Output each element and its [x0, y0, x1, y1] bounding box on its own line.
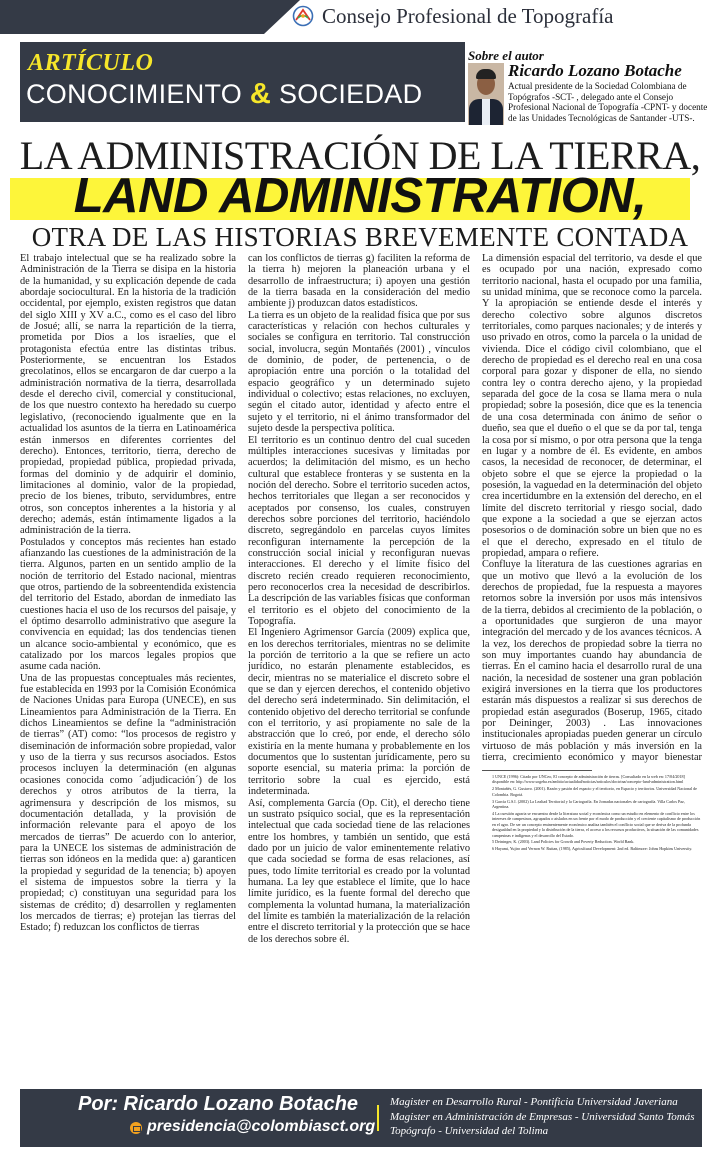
organization-name: Consejo Profesional de Topografía — [322, 4, 614, 28]
section-name-part2: SOCIEDAD — [271, 79, 423, 109]
author-bio: Actual presidente de la Sociedad Colombiana de Topógrafos -SCT- , delegado ante el Consejo Profesional Nacional de Topografía -CPNT- y docente de las Unidades Tecnológicas de Santander -UTS-. — [508, 81, 708, 123]
paragraph: Así, complementa García (Op. Cit), el derecho tiene un sustrato psíquico social, que es la representación intelectual que cada sociedad tiene de las relaciones entre los hombres, y también un sentido, que está dado por un juicio de valor eminentemente relativo que cada sociedad se forma de esas relaciones, así pues, todo límite territorial es creado por la voluntad humana. La ley que establece el límite, que lo hace límite jurídico, es la fuente formal del derecho que complementa la voluntad humana, la materialización del límite es también la materialización de la relación entre el discreto territorial y la protección que se hace de los derechos sobre él. — [248, 797, 470, 945]
title-line-3: OTRA DE LAS HISTORIAS BREVEMENTE CONTADA — [31, 222, 689, 252]
author-photo — [468, 63, 504, 125]
section-ampersand: & — [249, 78, 272, 110]
paragraph: Una de las propuestas conceptuales más recientes, fue establecida en 1993 por la Comisión Económica de Naciones Unidas para Europa (UNECE), en sus Lineamientos para Administración de la Tierra. En dichos Lineamientos se define la “administración de tierras” (AT) como: “los procesos de registro y diseminación de información sobre propiedad, valor y uso de la tierra y sus recursos asociados. Estos procesos incluyen la determinación (en algunas ocasiones conocida como ´adjudicación´) de los derechos y otros atributos de la tierra, la agrimensura y descripción de los mismos, su documentación detallada, y la provisión de información relevante para el apoyo de los mercados de tierras” De acuerdo con lo anterior, para la UNECE los sistemas de administración de tierras son idóneos en la medida que: a) garanticen la propiedad y seguridad de la tenencia; b) apoyen el sistema de impuestos sobre la tierra y la propiedad; c) constituyan una seguridad para los sistemas de crédito; d) desarrollen y reglamenten los mercados de tierras; e) protejan las tierras del Estado; f) reduzcan los conflictos de tierras — [20, 672, 236, 934]
author-credentials — [390, 1095, 695, 1139]
footnote: 6 Hayami, Yujiro and Vernon W. Ruttan, (1985), Agricultural Development: 2nd ed. Baltimore: Johns Hopkins University. — [492, 846, 693, 852]
author-footer — [20, 1089, 702, 1147]
paragraph: La tierra es un objeto de la realidad física que por sus características y relación con hechos culturales y sociales se configura en territorio. Tal construcción social, involucra, según Montañés (2001) , vínculos de dominio, de poder, de pertenencia, o de apropiación entre una porción o la totalidad del espacio geográfico y un determinado sujeto individual o colectivo; estas relaciones, no excluyen, según el citado autor, identidad y afecto entre el sujeto y el territorio, ni el ánimo transformador del sujeto desde la perspectiva política. — [248, 309, 470, 435]
email-icon — [130, 1122, 142, 1134]
paragraph: can los conflictos de tierras g) faciliten la reforma de la tierra h) mejoren la planeación urbana y el desarrollo de infraestructura; i) apoyen una gestión de la tierra basada en la consideración del medio ambiente j) produzcan datos estadísticos. — [248, 253, 470, 310]
footnote: 3 García G.S.I. (2002) La Lealtad Territorial y la Cartografía. En Jornadas nacionales de cartografía. Villa Carlos Paz, Argentina. — [492, 798, 685, 810]
paragraph: Postulados y conceptos más recientes han estado afianzando las cuestiones de la administración de la tierra. Algunos, parten en un sentido amplio de la noción de territorio del Estado nacional, mientras que otros, partiendo de la sobreentendida existencia del territorio del Estado, abordan de inmediato las cuestiones hacia el uso de los recursos del paisaje, y el óptimo desarrollo administrativo que asegure la convivencia en equidad; las dos tendencias tienen un alcance socio-ambiental y económico, que es catalizado por los marcos legales propios que asume cada nación. — [20, 536, 236, 673]
footnote: 2 Montañés, G. Gustavo. (2001). Razón y pasión del espacio y el territorio, en Espacio y territorios. Universidad Nacional de Colombia. Bogotá. — [492, 786, 697, 797]
article-column-3 — [482, 253, 702, 763]
section-name — [26, 78, 422, 111]
footnote: 1 UNCE (1996): Citado por UNCeo, El concepto de administración de tierras. [Consultado en la web en: 17/04/2018] disponible en: http://www.sogeba.es/ambito/actualidad/noticias/articulos/doctrina/concepto-land-administration.html — [492, 774, 685, 785]
byline: Por: Ricardo Lozano Botache — [78, 1093, 359, 1115]
credential: Topógrafo - Universidad del Tolima — [390, 1125, 549, 1137]
paragraph: El trabajo intelectual que se ha realizado sobre la Administración de la Tierra se disipa en la historia de la humanidad, y su explicación depende de cada abordaje sociocultural. En la historia de la tradición occidental, por ejemplo, existen registros que datan del siglo XIII y XV a.C., como es el caso del libro de Josué; allí, se narra la repartición de la tierra, prometida por Dios a los israelíes, que el protagonista efectúa entre las distintas tribus. Posteriormente, se encuentran los Estados grecolatinos, ellos se encargaron de dar cuerpo a la administración normativa de la tierra, desarrollada desde el derecho civil, comercial y constitucional, de los que nuestro contexto ha heredado su cuerpo legislativo, (reconociendo igualmente que en la actualidad los asuntos de la tierra en Latinoamérica están inmersos en diferentes corrientes del derecho). Entonces, territorio, tierra, derecho de propiedad, propiedad pública, propiedad privada, formas del dominio y de adquirir el dominio, limitaciones al dominio, valor de la propiedad, precio de los bienes, tributo, servidumbres, entre otros, son conceptos inherentes a la historia y al derecho; además, están íntimamente ligados a la administración de la tierra. — [20, 253, 236, 537]
author-box — [468, 48, 708, 128]
title-line-1: LA ADMINISTRACIÓN DE LA TIERRA, — [19, 133, 701, 178]
section-name-part1: CONOCIMIENTO — [26, 79, 250, 109]
organization-logo-icon — [292, 5, 314, 27]
credential: Magister en Desarrollo Rural - Pontificia Universidad Javeriana — [390, 1096, 678, 1108]
article-column-2 — [248, 253, 470, 1005]
footnote: 4 La cuestión agraria se encuentra desde la literatura social y económica como un estudio en elemento de conflicto entre los intereses de campesinos, agrupados o aislados en un frente por el modo de producción y el creciente capitalismo de producción en el agro. De ser un concepto eminentemente económico analiza también el conflicto social que se deriva de la profunda desigualdad en la propiedad y la distribución de la tierra, el acceso a los recursos productivos, la situación de las comunidades campesinas e indígenas y el desarrollo del Estado. — [492, 810, 701, 838]
footnotes — [482, 770, 702, 1002]
paragraph: Confluye la literatura de las cuestiones agrarias en que un motivo que llevó a la evolución de los derechos de propiedad, fue la respuesta a mayores retornos sobre la inversión por usos más intensivos de la tierra, debidos al crecimiento de la población, o a oportunidades que surgieron de una mayor integración del mercado y de los avances técnicos. A la vez, los derechos de propiedad sobre la tierra no son muy importantes cuando hay abundancia de tierras. En el camino hacia el desarrollo rural de una nación, la necesidad de sostener una gran población exigirá inversiones en la tierra que los productores estarán más dispuestos a realizar si sus derechos de propiedad están asegurados (Boserup, 1965, citado por Deininger, 2003) . Las innovaciones institucionales apropiadas pueden generar un círculo virtuoso de más población y más inversión en la tierra, crecimiento económico y mayor bienestar — [482, 559, 702, 763]
article-category: ARTÍCULO — [28, 50, 154, 76]
section-header — [20, 42, 465, 122]
paragraph: La dimensión espacial del territorio, va desde el que es ocupado por una nación, expresado como territorio nacional, hasta el ocupado por una familia, su unidad mínima, que se reconoce como la parcela. Y la apropiación se entiende desde el interés y derecho colectivo sobre algunos discretos territoriales, como parques nacionales; y de interés y uso privado en otros, como la parcela o la unidad de vivienda. Dice el código civil colombiano, que el derecho de propiedad es el derecho real en una cosa corporal para gozar y disponer de ella, no siendo contra ley o contra derecho ajeno, y la propiedad separada del goce de la cosa se llama mera o nula propiedad; sobre la posesión, dice que es la tenencia de una cosa determinada con ánimo de señor o dueño, sea que el dueño o el que se da por tal, tenga la cosa por sí mismo, o por otra persona que la tenga en lugar y a nombre de él. Es evidente, en ambos casos, la necesidad de reconocer, de determinar, el objeto sobre el que se ejerce la propiedad o la posesión, la vaguedad en la determinación del objeto crea incertidumbre en la extensión del derecho, en el límite del discreto territorial y riesgo social, dado que expone a la sociedad a que se ejerzan actos posesorios o de dominación sobre un bien que no es el que el derecho, expresado en el título de propiedad, ampara o refiere. — [482, 253, 702, 559]
footer-divider — [377, 1105, 379, 1131]
footnote-divider — [482, 770, 592, 771]
article-column-1 — [20, 253, 236, 1005]
credential: Magister en Administración de Empresas - Universidad Santo Tomás — [390, 1110, 695, 1123]
author-name: Ricardo Lozano Botache — [508, 61, 682, 80]
top-band — [0, 0, 720, 34]
author-label: Sobre el autor — [468, 48, 544, 63]
top-band-accent — [0, 0, 300, 34]
author-email-link[interactable]: presidencia@colombiasct.org — [147, 1118, 376, 1135]
title-line-2: LAND ADMINISTRATION, — [73, 169, 647, 223]
footnote: 5 Deininger, K. (2003). Land Policies for Growth and Poverty Reduction. World Bank. — [492, 839, 635, 845]
paragraph: El territorio es un continuo dentro del cual suceden múltiples interacciones sucesivas y limitadas por acuerdos; la delimitación del mismo, es un hecho cultural que establece fronteras y se sustenta en la noción del derecho. Sobre el territorio suceden actos, hechos territoriales que llegan a ser reconocidos y aceptados por consenso, los cuales, construyen derechos sobre porciones del territorio, haciéndolo discreto, segregándolo en parcelas cuyos límites reconfiguran internamente la percepción de la construcción social inicial y reconfiguran nuevas interacciones. El derecho y el límite físico del discreto recién creado requieren reconocimiento, pero reconocerlos crea la necesidad de describirlos. La descripción de las variables físicas que conforman el territorio es el objeto del conocimiento de la Topografía. — [248, 434, 470, 627]
paragraph: El Ingeniero Agrimensor García (2009) explica que, en los derechos territoriales, mientras no se delimite la porción de territorio a la que se refiere un acto jurídico, no estarán plenamente establecidos, es decir, mientras no se materialice el discreto sobre el que se dan y ejercen derechos, el contenido objetivo del derecho será indeterminado. Sin delimitación, el contenido objetivo del derecho territorial se confunde con el territorio, y así propiamente no sale de la abstracción que lo creó, por ende, el derecho sólo existiría en la mente humana y probablemente en los documentos que lo sustentan jurídicamente, pero su soporte esencial, su materia prima: la porción de territorio sobre la cual es ejercido, está indeterminada. — [248, 627, 470, 798]
